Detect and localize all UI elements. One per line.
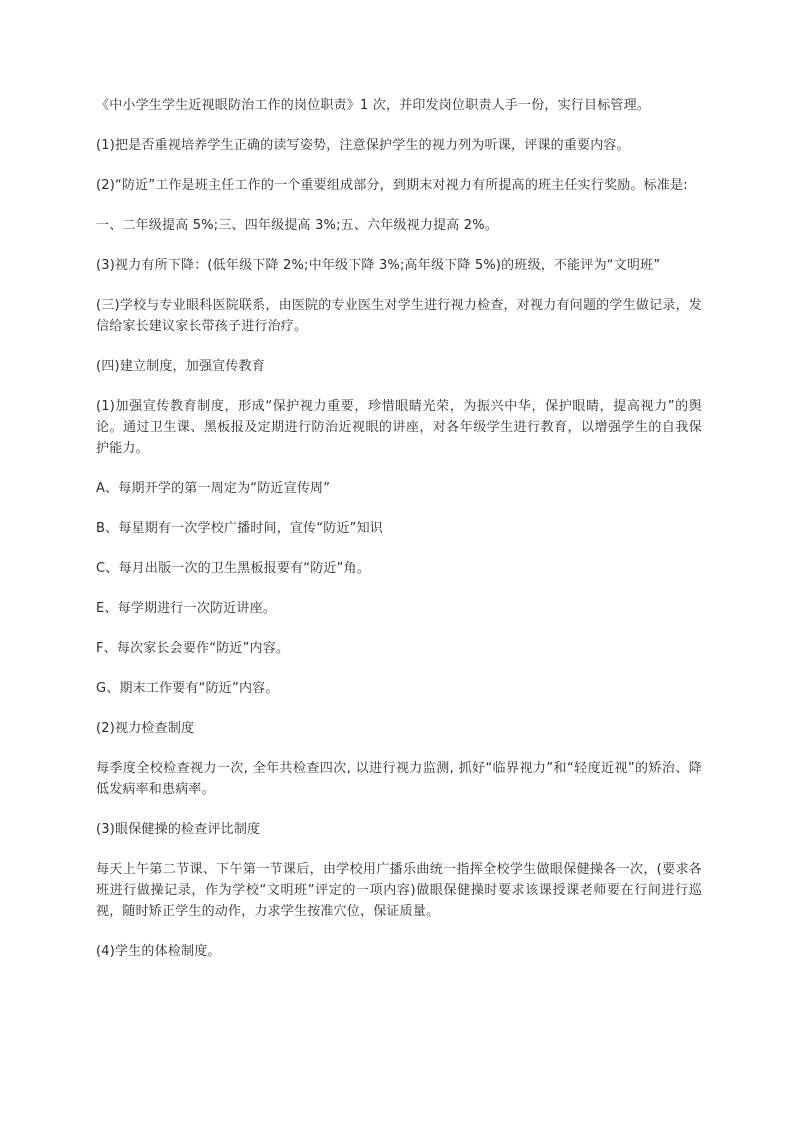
document-body <box>96 95 702 981</box>
paragraph-reading-posture: (1)把是否重视培养学生正确的读写姿势，注意保护学生的视力列为听课，评课的重要内容。 <box>96 138 630 153</box>
list-item-parent-meeting: F、每次家长会要作“防近”内容。 <box>96 641 290 656</box>
paragraph-quarterly-check: 每季度全校检查视力一次, 全年共检查四次, 以进行视力监测, 抓好“临界视力”和“轻度近视”的矫治、降低发病率和患病率。 <box>96 761 702 797</box>
list-item-weekly-broadcast: B、每星期有一次学校广播时间，宣传“防近”知识 <box>96 521 383 536</box>
list-item-lecture: E、每学期进行一次防近讲座。 <box>96 601 277 616</box>
heading-vision-check: (2)视力检查制度 <box>96 721 195 736</box>
paragraph-hospital-contact: (三)学校与专业眼科医院联系，由医院的专业医生对学生进行视力检查，对视力有问题的学生做记录，发信给家长建议家长带孩子进行治疗。 <box>96 298 702 334</box>
list-item-term-end: G、期末工作要有“防近”内容。 <box>96 681 279 696</box>
heading-physical-exam: (4)学生的体检制度。 <box>96 944 221 959</box>
paragraph-eye-exercise-detail: 每天上午第二节课、下午第一节课后，由学校用广播乐曲统一指挥全校学生做眼保健操各一次，(要求各班进行做操记录，作为学校“文明班”评定的一项内容)做眼保健操时要求该课授课老师要在行间进行巡视，随时矫正学生的动作，力求学生按准穴位，保证质量。 <box>96 862 702 919</box>
list-item-publicity-week: A、每期开学的第一周定为“防近宣传周” <box>96 481 331 496</box>
paragraph-class-teacher-reward: (2)“防近”工作是班主任工作的一个重要组成部分，到期末对视力有所提高的班主任实行奖励。标准是: <box>96 178 688 193</box>
heading-build-system: (四)建立制度，加强宣传教育 <box>96 359 265 374</box>
heading-eye-exercise: (3)眼保健操的检查评比制度 <box>96 822 261 837</box>
paragraph-publicity-system: (1)加强宣传教育制度，形成“保护视力重要，珍惜眼睛光荣，为振兴中华，保护眼睛，提高视力”的舆论。通过卫生课、黑板报及定期进行防治近视眼的讲座，对各年级学生进行教育，以增强学生的自我保护能力。 <box>96 399 702 456</box>
paragraph-grade-standards: 一、二年级提高 5%;三、四年级提高 3%;五、六年级视力提高 2%。 <box>96 218 499 233</box>
paragraph-vision-decline: (3)视力有所下降：(低年级下降 2%;中年级下降 3%;高年级下降 5%)的班级，不能评为“文明班” <box>96 258 661 273</box>
list-item-blackboard: C、每月出版一次的卫生黑板报要有“防近”角。 <box>96 561 370 576</box>
paragraph-post-responsibility: 《中小学生学生近视眼防治工作的岗位职责》1 次，并印发岗位职责人手一份，实行目标管理。 <box>96 98 651 113</box>
